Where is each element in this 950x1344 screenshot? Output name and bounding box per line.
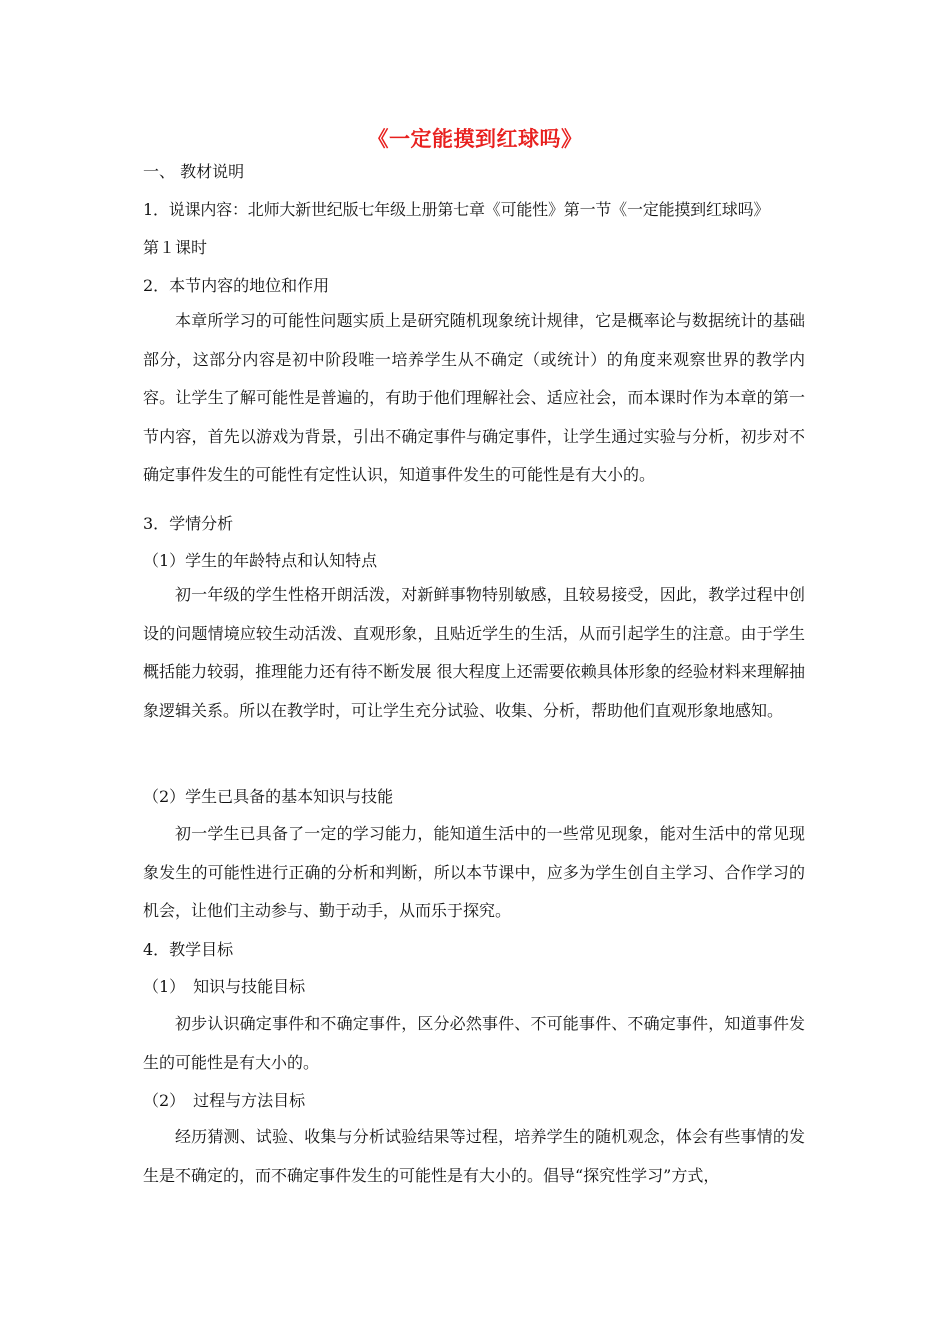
section-1-item-1-line-1: 1．说课内容：北师大新世纪版七年级上册第七章《可能性》第一节《一定能摸到红球吗》: [143, 200, 770, 219]
section-3-subparagraph-1: 初一年级的学生性格开朗活泼，对新鲜事物特别敏感，且较易接受，因此，教学过程中创设的问题情境应较生动活泼、直观形象，且贴近学生的生活，从而引起学生的注意。由于学生概括能力较弱，推理能力还有待不断发展 很大程度上还需要依赖具体形象的经验材料来理解抽象逻辑关系。所以在教学时，可让学生充分试验、收集、分析，帮助他们直观形象地感知。: [143, 585, 805, 720]
section-4-subheading-1: （1） 知识与技能目标: [143, 977, 306, 996]
section-1-heading: 一、 教材说明: [143, 162, 245, 181]
section-1-item-1-line-2: 第１课时: [143, 238, 208, 257]
section-3-subheading-1: （1）学生的年龄特点和认知特点: [143, 551, 378, 570]
section-2-paragraph: 本章所学习的可能性问题实质上是研究随机现象统计规律，它是概率论与数据统计的基础部分，这部分内容是初中阶段唯一培养学生从不确定（或统计）的角度来观察世界的教学内容。让学生了解可能性是普遍的，有助于他们理解社会、适应社会，而本课时作为本章的第一节内容，首先以游戏为背景，引出不确定事件与确定事件，让学生通过实验与分析，初步对不确定事件发生的可能性有定性认识，知道事件发生的可能性是有大小的。: [143, 311, 805, 484]
section-4-subparagraph-2: 经历猜测、试验、收集与分析试验结果等过程，培养学生的随机观念，体会有些事情的发生是不确定的，而不确定事件发生的可能性是有大小的。倡导“探究性学习”方式，: [143, 1127, 805, 1185]
section-4-subheading-2: （2） 过程与方法目标: [143, 1091, 306, 1110]
section-2-heading: 2．本节内容的地位和作用: [143, 276, 330, 295]
section-3-subparagraph-2: 初一学生已具备了一定的学习能力，能知道生活中的一些常见现象，能对生活中的常见现象发生的可能性进行正确的分析和判断，所以本节课中，应多为学生创自主学习、合作学习的机会，让他们主动参与、勤于动手，从而乐于探究。: [143, 824, 805, 920]
section-4-heading: 4．教学目标: [143, 940, 234, 959]
section-3-subheading-2: （2）学生已具备的基本知识与技能: [143, 787, 394, 806]
section-4-subparagraph-1: 初步认识确定事件和不确定事件，区分必然事件、不可能事件、不确定事件，知道事件发生的可能性是有大小的。: [143, 1014, 805, 1072]
section-3-heading: 3．学情分析: [143, 514, 234, 533]
document-title: 《一定能摸到红球吗》: [367, 126, 583, 151]
